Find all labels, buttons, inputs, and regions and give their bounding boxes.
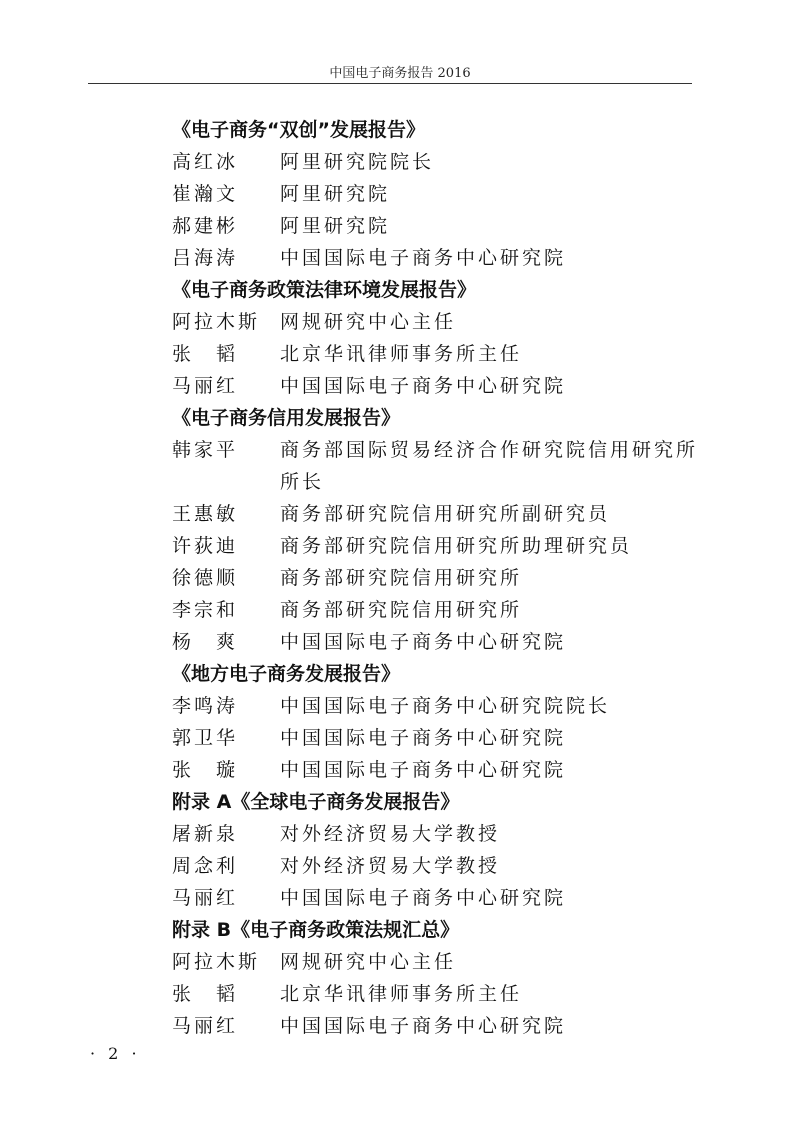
contributor-role: 中国国际电子商务中心研究院 (280, 1015, 567, 1037)
contributor-name: 张 韬 (172, 343, 239, 365)
contributor-name: 张 璇 (172, 759, 239, 781)
contributor-role: 对外经济贸易大学教授 (280, 823, 501, 845)
contributor-row (172, 818, 702, 850)
contributor-role: 对外经济贸易大学教授 (280, 855, 501, 877)
contributor-name: 崔瀚文 (172, 183, 239, 205)
section-title: 附录 B《电子商务政策法规汇总》 (172, 919, 460, 941)
contributor-name: 张 韬 (172, 983, 239, 1005)
section-title: 附录 A《全球电子商务发展报告》 (172, 791, 460, 813)
contributor-row (172, 1010, 702, 1042)
contributor-row (172, 146, 702, 178)
contributor-name: 郝建彬 (172, 215, 239, 237)
contributor-role: 中国国际电子商务中心研究院 (280, 631, 567, 653)
contributor-role: 中国国际电子商务中心研究院 (280, 887, 567, 909)
section-title: 《电子商务政策法律环境发展报告》 (172, 279, 477, 301)
contributor-row (172, 978, 702, 1010)
running-header: 中国电子商务报告 2016 (329, 66, 471, 81)
contributor-name: 吕海涛 (172, 247, 239, 269)
section-title: 《地方电子商务发展报告》 (172, 663, 401, 685)
contributor-name: 李鸣涛 (172, 695, 239, 717)
page-number: · 2 · (90, 1044, 141, 1063)
contributor-role: 中国国际电子商务中心研究院 (280, 247, 567, 269)
contributor-name: 马丽红 (172, 887, 239, 909)
contributor-name: 王惠敏 (172, 503, 239, 525)
contributor-name: 李宗和 (172, 599, 239, 621)
contributor-role: 商务部研究院信用研究所 (280, 599, 523, 621)
contributor-role: 阿里研究院 (280, 183, 391, 205)
contributor-name: 杨 爽 (172, 631, 239, 653)
contributor-name: 韩家平 (172, 439, 239, 461)
contributor-role: 北京华讯律师事务所主任 (280, 983, 523, 1005)
contributor-role: 中国国际电子商务中心研究院 (280, 375, 567, 397)
contributor-role: 网规研究中心主任 (280, 311, 457, 333)
contributor-name: 马丽红 (172, 1015, 239, 1037)
contributor-role: 网规研究中心主任 (280, 951, 457, 973)
contributor-row (172, 178, 702, 210)
contributor-row (172, 946, 702, 978)
contributor-row (172, 434, 702, 498)
contributor-row (172, 210, 702, 242)
contributor-row (172, 690, 702, 722)
contributor-row (172, 882, 702, 914)
contributor-role: 中国国际电子商务中心研究院 (280, 727, 567, 749)
contributor-role: 商务部研究院信用研究所 (280, 567, 523, 589)
contributor-role: 阿里研究院院长 (280, 151, 435, 173)
contributor-row (172, 562, 702, 594)
contributor-role: 商务部国际贸易经济合作研究院信用研究所所长 (280, 439, 699, 493)
contributor-role: 阿里研究院 (280, 215, 391, 237)
contributor-row (172, 594, 702, 626)
contributor-row (172, 370, 702, 402)
contributor-row (172, 498, 702, 530)
contributor-role: 中国国际电子商务中心研究院 (280, 759, 567, 781)
contributor-row (172, 242, 702, 274)
contributor-row (172, 530, 702, 562)
contributor-name: 阿拉木斯 (172, 311, 261, 333)
contributor-role: 商务部研究院信用研究所助理研究员 (280, 535, 633, 557)
section-title: 《电子商务信用发展报告》 (172, 407, 401, 429)
section-title: 《电子商务“双创”发展报告》 (172, 119, 425, 141)
contributor-role: 中国国际电子商务中心研究院院长 (280, 695, 611, 717)
contributor-name: 马丽红 (172, 375, 239, 397)
contributor-row (172, 338, 702, 370)
contributor-name: 阿拉木斯 (172, 951, 261, 973)
contributors-list (172, 114, 702, 1042)
contributor-name: 许荻迪 (172, 535, 239, 557)
contributor-row (172, 850, 702, 882)
contributor-name: 徐德顺 (172, 567, 239, 589)
contributor-row (172, 306, 702, 338)
contributor-role: 北京华讯律师事务所主任 (280, 343, 523, 365)
contributor-role: 商务部研究院信用研究所副研究员 (280, 503, 611, 525)
contributor-row (172, 722, 702, 754)
contributor-name: 周念利 (172, 855, 239, 877)
contributor-row (172, 754, 702, 786)
contributor-name: 高红冰 (172, 151, 239, 173)
contributor-row (172, 626, 702, 658)
contributor-name: 郭卫华 (172, 727, 239, 749)
header-rule (88, 83, 692, 84)
contributor-name: 屠新泉 (172, 823, 239, 845)
